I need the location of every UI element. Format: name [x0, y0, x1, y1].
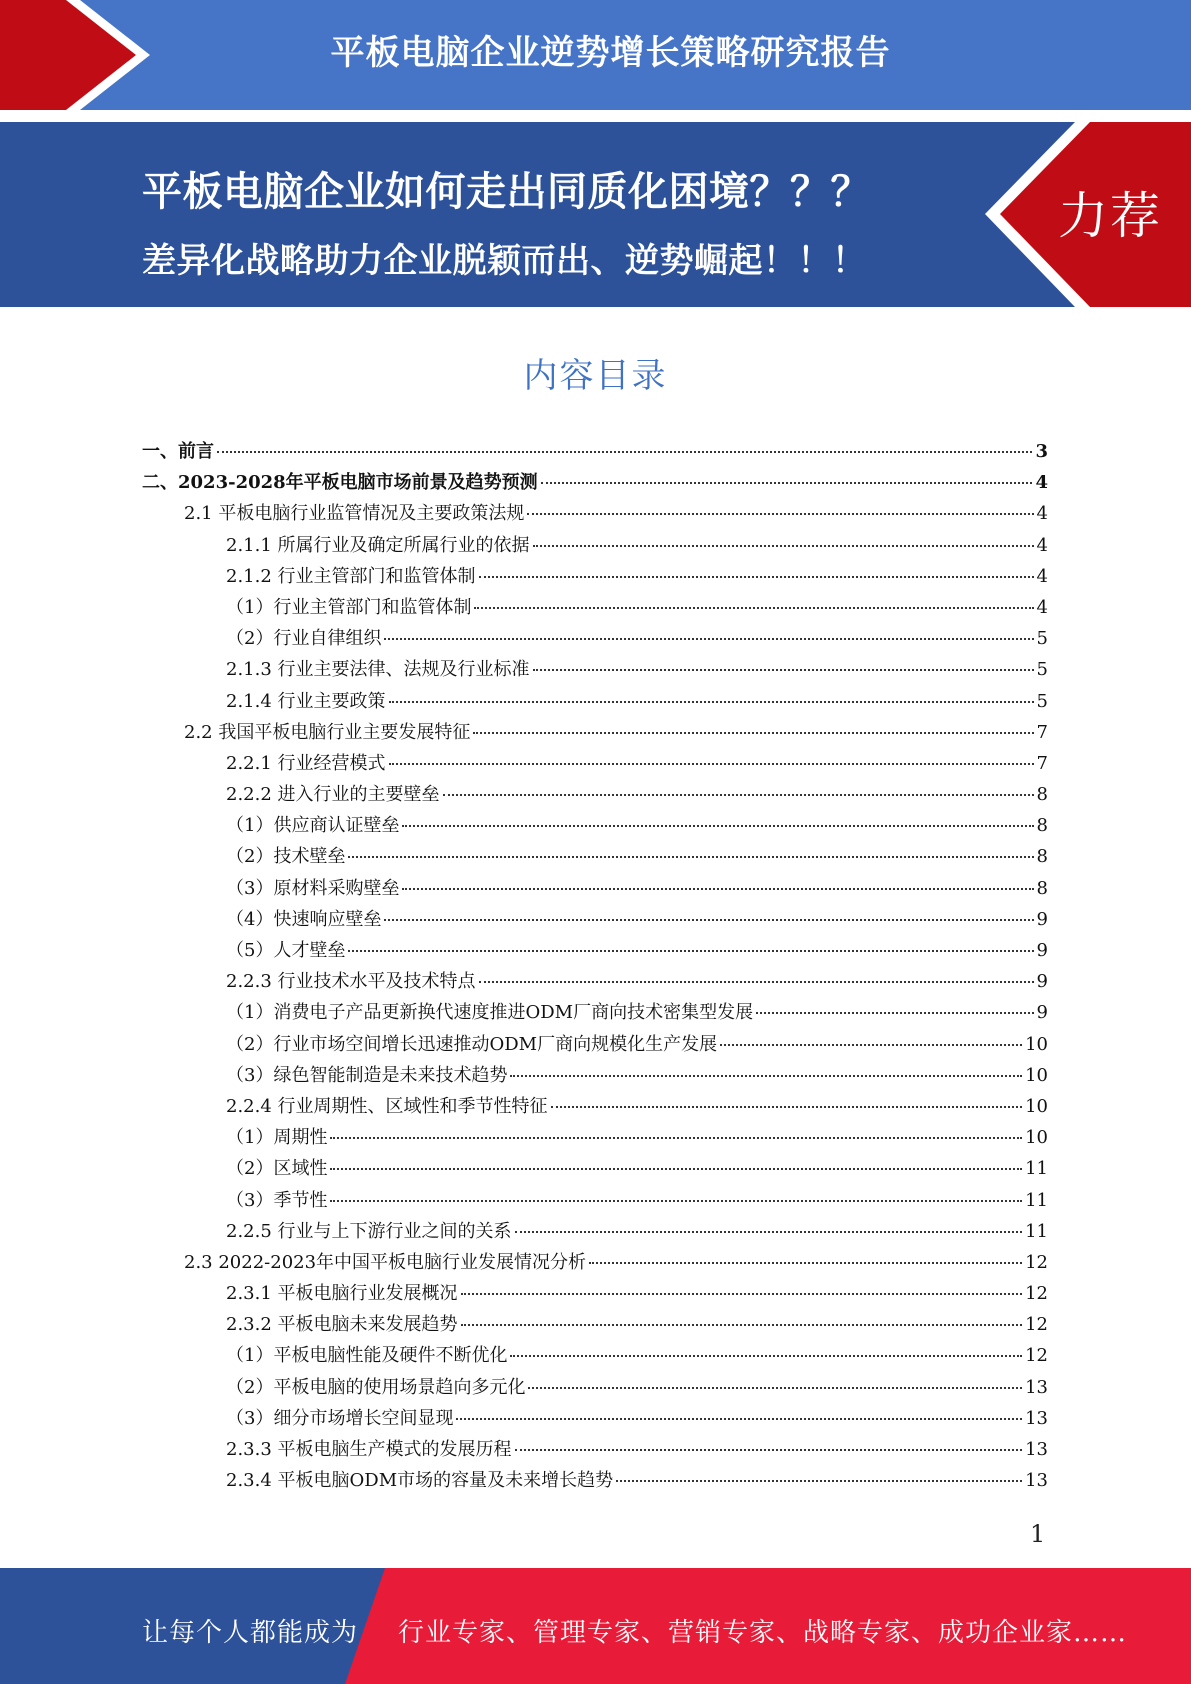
toc-entry[interactable]	[142, 593, 1048, 624]
toc-entry[interactable]	[142, 1466, 1048, 1497]
toc-entry-page: 13	[1025, 1407, 1048, 1429]
banner-subheadline: 差异化战略助力企业脱颖而出、逆势崛起！！！	[142, 241, 867, 281]
toc-entry-page: 8	[1036, 784, 1048, 806]
toc-entry[interactable]	[142, 468, 1048, 499]
toc-leader-dots	[551, 1106, 1023, 1108]
toc-entry-title: （2）技术壁垒	[226, 846, 346, 868]
toc-entry-page: 10	[1025, 1064, 1048, 1086]
toc-entry[interactable]	[142, 842, 1048, 873]
toc-entry-page: 9	[1036, 1002, 1048, 1024]
toc-leader-dots	[456, 1418, 1022, 1420]
toc-entry-title: 2.3.1 平板电脑行业发展概况	[226, 1283, 458, 1305]
toc-entry[interactable]	[142, 1123, 1048, 1154]
toc-entry[interactable]	[142, 936, 1048, 967]
toc-entry-page: 12	[1025, 1314, 1048, 1336]
toc-entry-page: 7	[1036, 752, 1048, 774]
toc-leader-dots	[348, 856, 1033, 858]
toc-entry-page: 4	[1036, 565, 1048, 587]
toc-entry[interactable]	[142, 1186, 1048, 1217]
toc-leader-dots	[443, 794, 1034, 796]
toc-leader-dots	[330, 1200, 1022, 1202]
toc-entry[interactable]	[142, 531, 1048, 562]
toc-entry[interactable]	[142, 1154, 1048, 1185]
toc-leader-dots	[510, 1355, 1022, 1357]
toc-leader-dots	[402, 825, 1033, 827]
toc-entry-page: 10	[1025, 1033, 1048, 1055]
toc-leader-dots	[330, 1137, 1022, 1139]
toc-leader-dots	[515, 1231, 1023, 1233]
toc-entry[interactable]	[142, 1435, 1048, 1466]
toc-entry[interactable]	[142, 1341, 1048, 1372]
toc-entry-page: 4	[1035, 472, 1048, 494]
toc-entry-title: 2.1.4 行业主要政策	[226, 690, 386, 712]
toc-entry-title: （3）原材料采购壁垒	[226, 877, 400, 899]
toc-entry[interactable]	[142, 687, 1048, 718]
toc-entry-page: 13	[1025, 1439, 1048, 1460]
toc-entry-page: 10	[1025, 1095, 1048, 1117]
toc-leader-dots	[473, 732, 1033, 734]
toc-entry-title: （2）平板电脑的使用场景趋向多元化	[226, 1376, 526, 1398]
toc-entry[interactable]	[142, 1310, 1048, 1341]
toc-entry-title: 一、前言	[142, 441, 214, 462]
toc-entry-title: （3）季节性	[226, 1189, 328, 1211]
toc-leader-dots	[389, 701, 1034, 703]
toc-leader-dots	[616, 1480, 1022, 1482]
page-number: 1	[1030, 1520, 1046, 1548]
toc-entry[interactable]	[142, 1373, 1048, 1404]
toc-entry[interactable]	[142, 811, 1048, 842]
toc-entry-title: （3）细分市场增长空间显现	[226, 1407, 454, 1429]
toc-leader-dots	[217, 451, 1032, 453]
toc-leader-dots	[589, 1262, 1022, 1264]
toc-entry[interactable]	[142, 905, 1048, 936]
toc-leader-dots	[461, 1293, 1023, 1295]
toc-entry-title: 2.2.2 进入行业的主要壁垒	[226, 784, 440, 806]
footer-tagline-left: 让每个人都能成为	[142, 1618, 359, 1648]
toc-entry[interactable]	[142, 1061, 1048, 1092]
recommend-badge: 力荐	[1058, 187, 1162, 245]
toc-heading: 内容目录	[523, 356, 668, 396]
toc-entry-page: 13	[1025, 1376, 1048, 1398]
toc-entry-title: （2）行业市场空间增长迅速推动ODM厂商向规模化生产发展	[226, 1033, 718, 1055]
toc-entry[interactable]	[142, 1279, 1048, 1310]
toc-entry-title: 2.2.5 行业与上下游行业之间的关系	[226, 1220, 512, 1242]
toc-entry-page: 8	[1036, 846, 1048, 868]
toc-entry[interactable]	[142, 437, 1048, 468]
toc-entry-page: 11	[1025, 1220, 1048, 1242]
toc-entry-page: 4	[1036, 596, 1048, 618]
toc-entry-title: （5）人才壁垒	[226, 940, 346, 961]
toc-entry-page: 9	[1036, 940, 1048, 961]
toc-leader-dots	[384, 638, 1033, 640]
toc-entry-title: 2.3 2022-2023年中国平板电脑行业发展情况分析	[184, 1251, 587, 1273]
toc-entry[interactable]	[142, 562, 1048, 593]
toc-entry[interactable]	[142, 1217, 1048, 1248]
toc-entry-page: 5	[1036, 690, 1048, 712]
toc-entry-title: 2.2.1 行业经营模式	[226, 752, 386, 774]
toc-entry[interactable]	[142, 1030, 1048, 1061]
toc-leader-dots	[510, 1075, 1022, 1077]
toc-leader-dots	[515, 1449, 1023, 1451]
toc-entry-page: 13	[1025, 1470, 1048, 1492]
toc-leader-dots	[528, 1387, 1022, 1389]
toc-entry-title: 2.3.2 平板电脑未来发展趋势	[226, 1314, 458, 1336]
footer-tagline-right: 行业专家、管理专家、营销专家、战略专家、成功企业家……	[398, 1618, 1128, 1648]
toc-entry-title: 2.2.4 行业周期性、区域性和季节性特征	[226, 1095, 548, 1117]
toc-entry-page: 10	[1025, 1127, 1048, 1149]
toc-entry-page: 4	[1036, 503, 1048, 525]
toc-entry[interactable]	[142, 967, 1048, 998]
toc-leader-dots	[533, 545, 1034, 547]
toc-entry-page: 12	[1025, 1251, 1048, 1273]
toc-leader-dots	[533, 669, 1034, 671]
toc-entry[interactable]	[142, 1404, 1048, 1435]
toc-entry-page: 12	[1025, 1283, 1048, 1305]
toc-leader-dots	[402, 888, 1033, 890]
toc-entry-title: （1）平板电脑性能及硬件不断优化	[226, 1345, 508, 1367]
toc-leader-dots	[384, 919, 1033, 921]
toc-entry-title: 2.1.3 行业主要法律、法规及行业标准	[226, 659, 530, 681]
toc-entry-title: 二、2023-2028年平板电脑市场前景及趋势预测	[142, 472, 538, 494]
toc-leader-dots	[479, 981, 1034, 983]
toc-entry-page: 11	[1025, 1189, 1048, 1211]
toc-entry-page: 3	[1035, 441, 1048, 462]
toc-entry-page: 8	[1036, 815, 1048, 837]
toc-entry-title: 2.1 平板电脑行业监管情况及主要政策法规	[184, 503, 525, 525]
toc-leader-dots	[461, 1324, 1023, 1326]
toc-leader-dots	[348, 950, 1033, 952]
toc-entry-title: （1）行业主管部门和监管体制	[226, 596, 472, 618]
toc-leader-dots	[756, 1012, 1033, 1014]
toc-leader-dots	[389, 763, 1034, 765]
toc-entry-title: （2）区域性	[226, 1158, 328, 1180]
toc-entry[interactable]	[142, 1248, 1048, 1279]
toc-entry-title: 2.3.3 平板电脑生产模式的发展历程	[226, 1439, 512, 1460]
toc-entry-title: 2.2.3 行业技术水平及技术特点	[226, 971, 476, 993]
toc-entry-page: 11	[1025, 1158, 1048, 1180]
toc-entry-page: 7	[1036, 721, 1048, 743]
banner-headline: 平板电脑企业如何走出同质化困境？？？	[142, 169, 871, 215]
toc-leader-dots	[541, 482, 1033, 484]
toc-entry-title: （4）快速响应壁垒	[226, 908, 382, 930]
toc-entry-title: 2.1.2 行业主管部门和监管体制	[226, 565, 476, 587]
table-of-contents	[142, 437, 1048, 1497]
toc-entry-title: （1）周期性	[226, 1127, 328, 1149]
toc-entry-title: 2.2 我国平板电脑行业主要发展特征	[184, 721, 471, 743]
toc-entry[interactable]	[142, 718, 1048, 749]
toc-entry[interactable]	[142, 780, 1048, 811]
toc-entry-page: 9	[1036, 908, 1048, 930]
toc-entry[interactable]	[142, 749, 1048, 780]
toc-leader-dots	[479, 576, 1034, 578]
toc-entry-page: 12	[1025, 1345, 1048, 1367]
toc-leader-dots	[527, 513, 1033, 515]
toc-entry[interactable]	[142, 998, 1048, 1029]
report-title: 平板电脑企业逆势增长策略研究报告	[330, 33, 891, 73]
toc-entry-title: 2.3.4 平板电脑ODM市场的容量及未来增长趋势	[226, 1470, 614, 1492]
toc-entry-title: 2.1.1 所属行业及确定所属行业的依据	[226, 534, 530, 556]
toc-leader-dots	[474, 607, 1033, 609]
toc-entry-page: 5	[1036, 659, 1048, 681]
toc-entry-page: 5	[1036, 628, 1048, 650]
toc-entry[interactable]	[142, 655, 1048, 686]
toc-entry-title: （1）消费电子产品更新换代速度推进ODM厂商向技术密集型发展	[226, 1002, 754, 1024]
toc-entry[interactable]	[142, 499, 1048, 530]
toc-leader-dots	[720, 1044, 1022, 1046]
toc-entry-page: 4	[1036, 534, 1048, 556]
toc-entry-title: （3）绿色智能制造是未来技术趋势	[226, 1064, 508, 1086]
toc-entry-title: （2）行业自律组织	[226, 628, 382, 650]
toc-entry-page: 8	[1036, 877, 1048, 899]
toc-entry[interactable]	[142, 624, 1048, 655]
toc-leader-dots	[330, 1168, 1022, 1170]
toc-entry-page: 9	[1036, 971, 1048, 993]
toc-entry[interactable]	[142, 1092, 1048, 1123]
toc-entry[interactable]	[142, 874, 1048, 905]
toc-entry-title: （1）供应商认证壁垒	[226, 815, 400, 837]
